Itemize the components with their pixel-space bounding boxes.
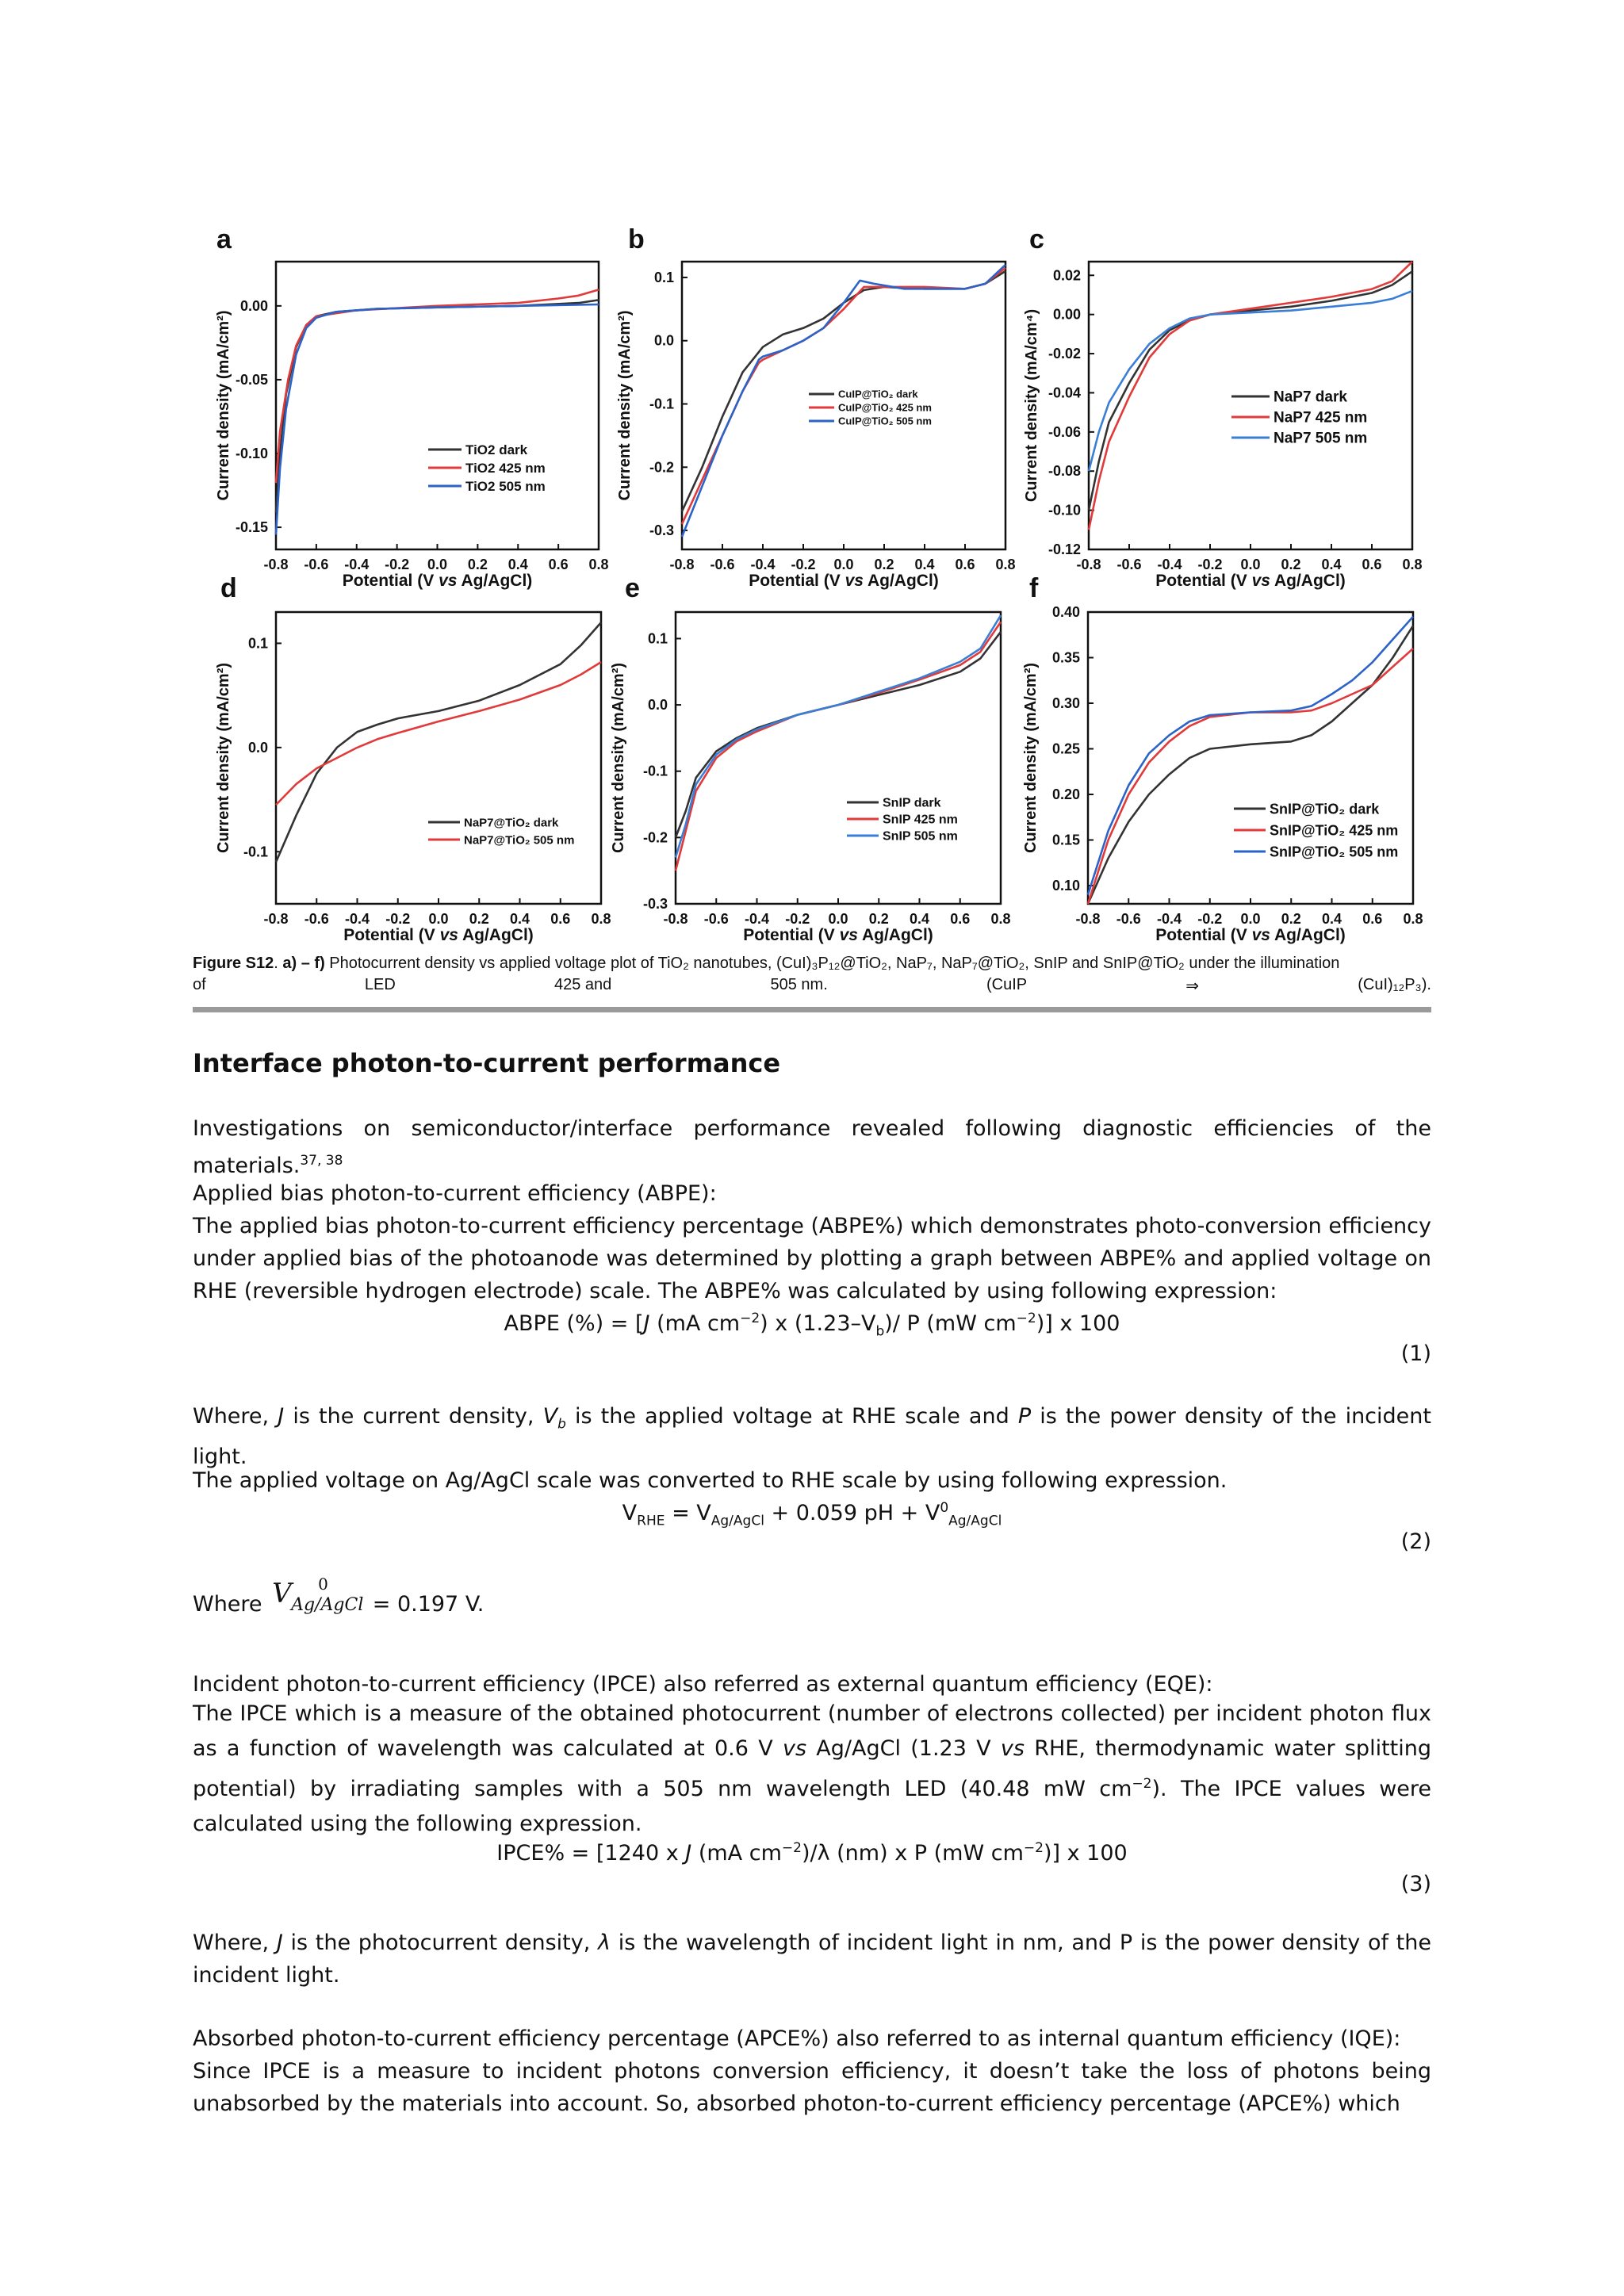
y-axis-label: Current density (mA/cm²) bbox=[1022, 662, 1040, 854]
legend-label: TiO2 dark bbox=[465, 442, 528, 457]
x-tick-label: 0.8 bbox=[588, 557, 609, 572]
legend-label: CuIP@TiO₂ dark bbox=[838, 388, 918, 400]
chart-panel-f bbox=[1022, 573, 1423, 944]
x-tick-label: 0.6 bbox=[550, 911, 571, 927]
caption-word: of bbox=[193, 976, 206, 993]
equation-2-where: Where V 0 Ag/AgCl = 0.197 V. bbox=[193, 1575, 485, 1617]
caption-word: ⇒ bbox=[1185, 978, 1200, 995]
x-tick-label: 0.2 bbox=[467, 557, 488, 572]
x-axis-label: Potential (V vs Ag/AgCl) bbox=[743, 926, 933, 944]
x-tick-label: 0.2 bbox=[874, 557, 894, 572]
equation-3-number: (3) bbox=[1400, 1872, 1431, 1896]
plot-frame bbox=[1089, 262, 1412, 549]
y-tick-label: 0.1 bbox=[647, 630, 668, 647]
paragraph-apce: Since IPCE is a measure to incident photons conversion efficiency, it doesn’t take the loss of photons being unabsorbed by the materials into account. So, absorbed photon-to-current efficiency percentage (APCE%) which bbox=[193, 2059, 1431, 2116]
x-tick-label: -0.2 bbox=[385, 557, 410, 572]
x-tick-label: 0.2 bbox=[868, 911, 889, 927]
y-tick-label: -0.3 bbox=[649, 522, 674, 539]
series-line bbox=[1089, 271, 1412, 510]
panel-label: e bbox=[625, 573, 640, 603]
y-tick-label: 0.0 bbox=[647, 697, 668, 714]
caption-word: (CuI)₁₂P₃). bbox=[1358, 976, 1431, 993]
legend-label: CuIP@TiO₂ 505 nm bbox=[838, 415, 932, 427]
series-line bbox=[1088, 626, 1413, 904]
equation-1: ABPE (%) = [J (mA $cm^{-2}$) x $(1.23-V_b)/$ P (mW $cm^{-2}$)] x 100 bbox=[504, 1311, 1120, 1340]
x-axis-label: Potential (V vs Ag/AgCl) bbox=[1155, 572, 1346, 590]
y-tick-label: -0.04 bbox=[1048, 385, 1081, 401]
legend-label: NaP7 dark bbox=[1274, 388, 1347, 406]
y-axis-label: Current density (mA/cm²) bbox=[215, 662, 232, 854]
x-tick-label: -0.2 bbox=[785, 911, 810, 927]
x-tick-label: -0.6 bbox=[710, 557, 735, 572]
caption-word: LED bbox=[364, 976, 396, 993]
equation-2-number: (2) bbox=[1400, 1529, 1431, 1554]
panel-label: d bbox=[220, 573, 237, 603]
reference-citation: 37, 38 bbox=[300, 1153, 343, 1169]
y-tick-label: 0.35 bbox=[1051, 649, 1080, 666]
x-tick-label: -0.2 bbox=[385, 911, 411, 927]
x-tick-label: 0.4 bbox=[909, 911, 930, 927]
y-tick-label: -0.3 bbox=[642, 896, 668, 912]
x-tick-label: 0.6 bbox=[548, 557, 569, 572]
section-heading: Interface photon-to-current performance bbox=[193, 1048, 781, 1078]
y-axis-label: Current density (mA/cm²) bbox=[616, 310, 634, 501]
equation-1-where: Where, J is the current density, $V_b$ is the applied voltage at RHE scale and P is the power density of the incident light. bbox=[193, 1404, 1431, 1470]
x-tick-label: 0.8 bbox=[1403, 911, 1423, 927]
y-tick-label: 0.1 bbox=[247, 635, 268, 652]
chart-panel-c bbox=[1023, 224, 1423, 590]
legend-label: SnIP 425 nm bbox=[883, 813, 958, 827]
y-tick-label: 0.30 bbox=[1051, 695, 1080, 711]
legend-label: TiO2 505 nm bbox=[465, 478, 546, 494]
panel-label: b bbox=[628, 224, 645, 254]
x-tick-label: 0.8 bbox=[995, 557, 1016, 572]
equation-2: $V_{RHE} = V_{Ag/AgCl} + 0.059$ pH + $V^0_{Ag/AgCl}$ bbox=[622, 1500, 1002, 1529]
x-tick-label: -0.8 bbox=[1076, 557, 1101, 572]
x-tick-label: 0.6 bbox=[1362, 557, 1382, 572]
x-tick-label: 0.2 bbox=[1281, 557, 1301, 572]
x-tick-label: -0.4 bbox=[750, 557, 776, 572]
paragraph-rhe: The applied voltage on Ag/AgCl scale was converted to RHE scale by using following expression. bbox=[193, 1468, 1228, 1493]
chart-panel-e bbox=[610, 573, 1011, 944]
y-tick-label: -0.06 bbox=[1048, 423, 1081, 440]
x-tick-label: -0.4 bbox=[1156, 911, 1182, 927]
paragraph-intro: Investigations on semiconductor/interface performance revealed following diagnostic efficiencies of the materials.$^{37, 38}$ bbox=[193, 1116, 1431, 1178]
y-tick-label: -0.1 bbox=[642, 763, 668, 779]
x-tick-label: 0.0 bbox=[828, 911, 848, 927]
equation-1-number: (1) bbox=[1400, 1341, 1431, 1366]
series-line bbox=[276, 304, 599, 534]
series-line bbox=[276, 289, 599, 483]
paragraph-ipce: The IPCE which is a measure of the obtained photocurrent (number of electrons collected) per incident photon flux as a function of wavelength was calculated at 0.6 V vs Ag/AgCl (1.23 V vs RHE, thermodynamic water splitting potential) by irradiating samples with a 505 nm wavelength LED (40.48 mW $cm^{-2}$). The IPCE values were calculated using the following expression. bbox=[193, 1701, 1432, 1836]
legend-label: NaP7 425 nm bbox=[1274, 409, 1368, 427]
x-tick-label: 0.4 bbox=[1321, 557, 1342, 572]
x-tick-label: -0.6 bbox=[703, 911, 729, 927]
y-tick-label: 0.15 bbox=[1051, 832, 1080, 848]
caption-text: Photocurrent density vs applied voltage plot of TiO₂ nanotubes, (CuI)₃P₁₂@TiO₂, NaP₇, NaP₇@TiO₂, SnIP and SnIP@TiO₂ under the illumination bbox=[324, 955, 1340, 972]
y-tick-label: -0.1 bbox=[649, 396, 674, 412]
x-tick-label: 0.6 bbox=[950, 911, 971, 927]
y-tick-label: 0.20 bbox=[1051, 786, 1080, 802]
paragraph-abpe: The applied bias photon-to-current efficiency percentage (ABPE%) which demonstrates photo-conversion efficiency under applied bias of the photoanode was determined by plotting a graph between ABPE% and applied voltage on RHE (reversible hydrogen electrode) scale. The ABPE% was calculated by using following expression: bbox=[193, 1214, 1431, 1303]
x-tick-label: -0.6 bbox=[304, 557, 329, 572]
legend-label: TiO2 425 nm bbox=[465, 460, 546, 476]
y-tick-label: 0.00 bbox=[1052, 306, 1081, 323]
caption-figure-label: Figure S12 bbox=[193, 955, 274, 972]
y-tick-label: 0.25 bbox=[1051, 740, 1080, 757]
panel-label: a bbox=[216, 224, 232, 254]
y-axis-label: Current density (mA/cm⁴) bbox=[1023, 308, 1040, 503]
abpe-title: Applied bias photon-to-current efficiency (ABPE): bbox=[193, 1181, 717, 1206]
y-tick-label: 0.10 bbox=[1051, 878, 1080, 894]
legend-label: NaP7@TiO₂ dark bbox=[464, 816, 559, 830]
x-tick-label: -0.6 bbox=[304, 911, 329, 927]
y-tick-label: -0.12 bbox=[1048, 541, 1081, 557]
x-tick-label: 0.0 bbox=[1240, 911, 1261, 927]
figure-caption: Figure S12. a) – f) Photocurrent density vs applied voltage plot of TiO₂ nanotubes, (CuI)₃P₁₂@TiO₂, NaP₇, NaP₇@TiO₂, SnIP and SnIP@TiO₂ under the illumination bbox=[193, 955, 1340, 972]
panel-label: c bbox=[1029, 224, 1044, 254]
x-tick-label: -0.8 bbox=[663, 911, 688, 927]
y-axis-label: Current density (mA/cm²) bbox=[215, 310, 232, 501]
y-tick-label: 0.1 bbox=[653, 269, 674, 285]
x-tick-label: -0.4 bbox=[344, 557, 370, 572]
y-tick-label: -0.10 bbox=[235, 446, 268, 461]
y-tick-label: -0.1 bbox=[243, 844, 268, 860]
y-tick-label: -0.05 bbox=[235, 371, 268, 388]
legend-label: SnIP@TiO₂ dark bbox=[1270, 801, 1380, 817]
y-tick-label: -0.10 bbox=[1048, 502, 1081, 519]
x-tick-label: 0.0 bbox=[833, 557, 854, 572]
legend-label: NaP7@TiO₂ 505 nm bbox=[464, 833, 575, 848]
legend-label: NaP7 505 nm bbox=[1274, 430, 1368, 447]
y-axis-label: Current density (mA/cm²) bbox=[610, 662, 627, 854]
chart-panel-d bbox=[215, 573, 611, 944]
figure-s12 bbox=[0, 0, 1624, 967]
x-axis-label: Potential (V vs Ag/AgCl) bbox=[1155, 926, 1346, 944]
caption-divider bbox=[193, 1007, 1431, 1012]
caption-word: (CuIP bbox=[986, 976, 1028, 993]
x-tick-label: -0.8 bbox=[263, 557, 289, 572]
x-tick-label: -0.4 bbox=[744, 911, 770, 927]
series-line bbox=[276, 300, 599, 512]
legend-label: SnIP dark bbox=[883, 796, 941, 810]
y-tick-label: 0.0 bbox=[653, 332, 674, 349]
y-tick-label: -0.02 bbox=[1048, 346, 1081, 362]
y-tick-label: 0.00 bbox=[239, 297, 268, 314]
legend-label: SnIP 505 nm bbox=[883, 829, 958, 844]
legend-label: SnIP@TiO₂ 505 nm bbox=[1270, 844, 1399, 860]
equation-3: IPCE% = [1240 x J (mA $cm^{-2})/\lambda$ (nm) x P (mW $cm^{-2}$)] x 100 bbox=[496, 1840, 1128, 1866]
y-tick-label: 0.40 bbox=[1051, 604, 1080, 620]
x-tick-label: 0.8 bbox=[591, 911, 611, 927]
caption-row2 bbox=[193, 976, 1431, 996]
x-tick-label: -0.2 bbox=[1197, 557, 1223, 572]
x-tick-label: 0.4 bbox=[509, 911, 530, 927]
x-tick-label: 0.6 bbox=[1362, 911, 1383, 927]
x-tick-label: -0.2 bbox=[791, 557, 816, 572]
x-tick-label: 0.0 bbox=[428, 911, 449, 927]
y-tick-label: -0.2 bbox=[649, 459, 674, 476]
y-tick-label: -0.2 bbox=[642, 829, 668, 846]
x-tick-label: 0.6 bbox=[955, 557, 975, 572]
x-tick-label: 0.2 bbox=[469, 911, 489, 927]
series-line bbox=[676, 632, 1001, 837]
x-axis-label: Potential (V vs Ag/AgCl) bbox=[749, 572, 939, 590]
apce-title: Absorbed photon-to-current efficiency percentage (APCE%) also referred to as internal quantum efficiency (IQE): bbox=[193, 2026, 1401, 2051]
x-tick-label: 0.8 bbox=[1402, 557, 1423, 572]
ipce-title: Incident photon-to-current efficiency (IPCE) also referred as external quantum efficiency (EQE): bbox=[193, 1672, 1213, 1697]
x-axis-label: Potential (V vs Ag/AgCl) bbox=[343, 926, 534, 944]
x-tick-label: 0.4 bbox=[508, 557, 528, 572]
equation-3-where: Where, J is the photocurrent density, λ is the wavelength of incident light in nm, and P is the power density of the incident light. bbox=[193, 1931, 1431, 1988]
x-tick-label: -0.4 bbox=[1157, 557, 1182, 572]
caption-range: a) – f) bbox=[282, 955, 325, 972]
x-tick-label: -0.8 bbox=[1075, 911, 1101, 927]
x-axis-label: Potential (V vs Ag/AgCl) bbox=[342, 572, 533, 590]
legend-label: SnIP@TiO₂ 425 nm bbox=[1270, 822, 1399, 839]
x-tick-label: -0.4 bbox=[344, 911, 370, 927]
series-line bbox=[1088, 649, 1413, 904]
caption-word: 505 nm. bbox=[770, 976, 828, 993]
x-tick-label: 0.4 bbox=[1321, 911, 1342, 927]
plot-frame bbox=[676, 612, 1001, 904]
x-tick-label: 0.8 bbox=[990, 911, 1011, 927]
x-tick-label: -0.8 bbox=[669, 557, 695, 572]
y-tick-label: -0.08 bbox=[1048, 463, 1081, 480]
x-tick-label: 0.2 bbox=[1281, 911, 1301, 927]
x-tick-label: 0.0 bbox=[1240, 557, 1261, 572]
plot-frame bbox=[276, 612, 601, 904]
series-line bbox=[276, 662, 601, 805]
x-tick-label: -0.8 bbox=[263, 911, 289, 927]
chart-panel-a bbox=[215, 224, 609, 590]
legend-label: CuIP@TiO₂ 425 nm bbox=[838, 401, 932, 414]
x-tick-label: -0.6 bbox=[1116, 911, 1141, 927]
panel-label: f bbox=[1029, 573, 1039, 603]
caption-word: 425 and bbox=[554, 976, 612, 993]
x-tick-label: -0.6 bbox=[1116, 557, 1142, 572]
x-tick-label: 0.4 bbox=[914, 557, 935, 572]
plot-frame bbox=[1088, 612, 1413, 904]
y-tick-label: -0.15 bbox=[235, 519, 268, 536]
y-tick-label: 0.02 bbox=[1052, 267, 1081, 284]
x-tick-label: -0.2 bbox=[1197, 911, 1223, 927]
x-tick-label: 0.0 bbox=[427, 557, 448, 572]
y-tick-label: 0.0 bbox=[247, 739, 268, 756]
chart-panel-b bbox=[616, 224, 1016, 590]
